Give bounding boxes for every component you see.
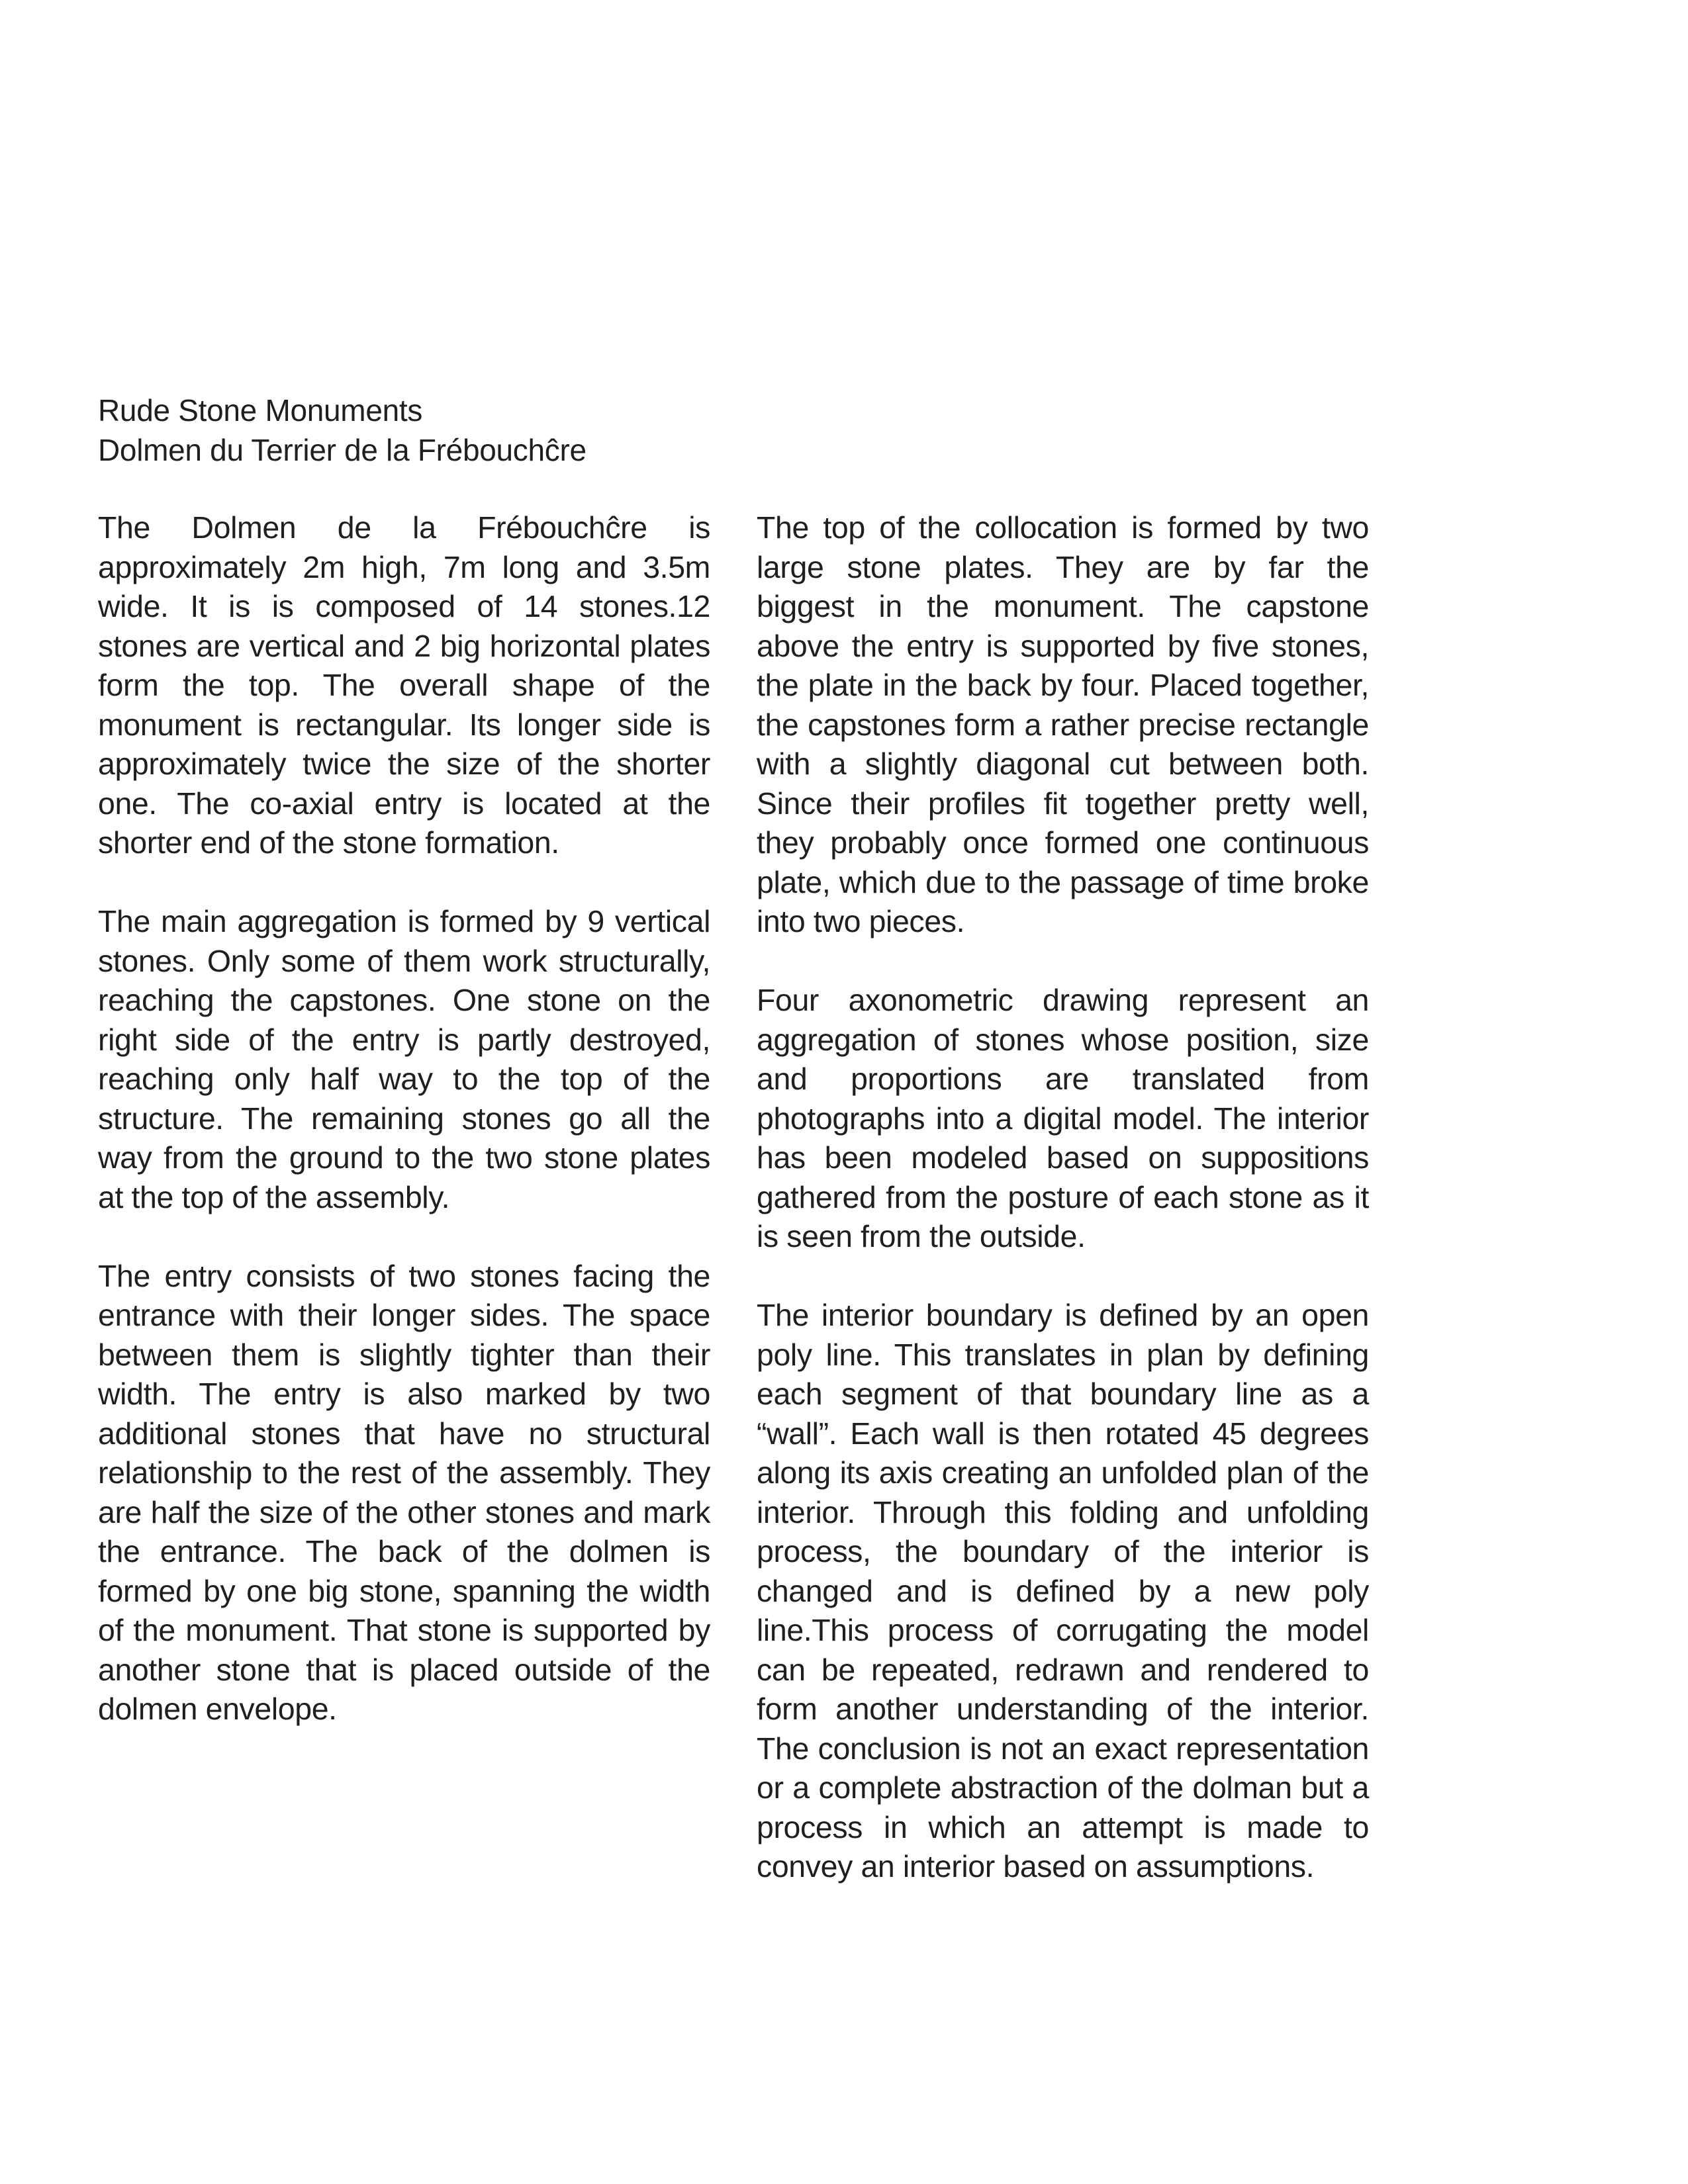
document-heading (98, 390, 826, 470)
paragraph: The top of the collocation is formed by two large stone plates. They are by far the biggest in the monument. The capstone above the entry is supported by five stones, the plate in the back by four. Placed together, the capstones form a rather precise rectangle with a slightly diagonal cut between both. Since their profiles fit together pretty well, they probably once formed one continuous plate, which due to the passage of time broke into two pieces. (757, 510, 1369, 938)
left-text-column (98, 508, 710, 1729)
paragraph: The entry consists of two stones facing the entrance with their longer sides. The space between them is slightly tighter than their width. The entry is also marked by two additional stones that have no structural relationship to the rest of the assembly. They are half the size of the other stones and mark the entrance. The back of the dolmen is formed by one big stone, spanning the width of the monument. That stone is supported by another stone that is placed outside of the dolmen envelope. (98, 1258, 710, 1726)
document-title: Rude Stone Monuments (98, 393, 423, 428)
right-text-column (757, 508, 1369, 1887)
paragraph: The interior boundary is defined by an open poly line. This translates in plan by defining each segment of that boundary line as a “wall”. Each wall is then rotated 45 degrees along its axis creating an unfolded plan of the interior. Through this folding and unfolding process, the boundary of the interior is changed and is defined by a new poly line.This process of corrugating the model can be repeated, redrawn and rendered to form another understanding of the interior. The conclusion is not an exact representation or a complete abstraction of the dolman but a process in which an attempt is made to convey an interior based on assumptions. (757, 1298, 1369, 1884)
paragraph: The main aggregation is formed by 9 vertical stones. Only some of them work structurally, reaching the capstones. One stone on the right side of the entry is partly destroyed, reaching only half way to the top of the structure. The remaining stones go all the way from the ground to the two stone plates at the top of the assembly. (98, 904, 710, 1214)
paragraph: Four axonometric drawing represent an aggregation of stones whose position, size and proportions are translated from photographs into a digital model. The interior has been modeled based on suppositions gathered from the posture of each stone as it is seen from the outside. (757, 983, 1369, 1253)
paragraph: The Dolmen de la Frébouchĉre is approximately 2m high, 7m long and 3.5m wide. It is is composed of 14 stones.12 stones are vertical and 2 big horizontal plates form the top. The overall shape of the monument is rectangular. Its longer side is approximately twice the size of the shorter one. The co-axial entry is located at the shorter end of the stone formation. (98, 510, 710, 860)
document-subtitle: Dolmen du Terrier de la Frébouchĉre (98, 433, 586, 467)
